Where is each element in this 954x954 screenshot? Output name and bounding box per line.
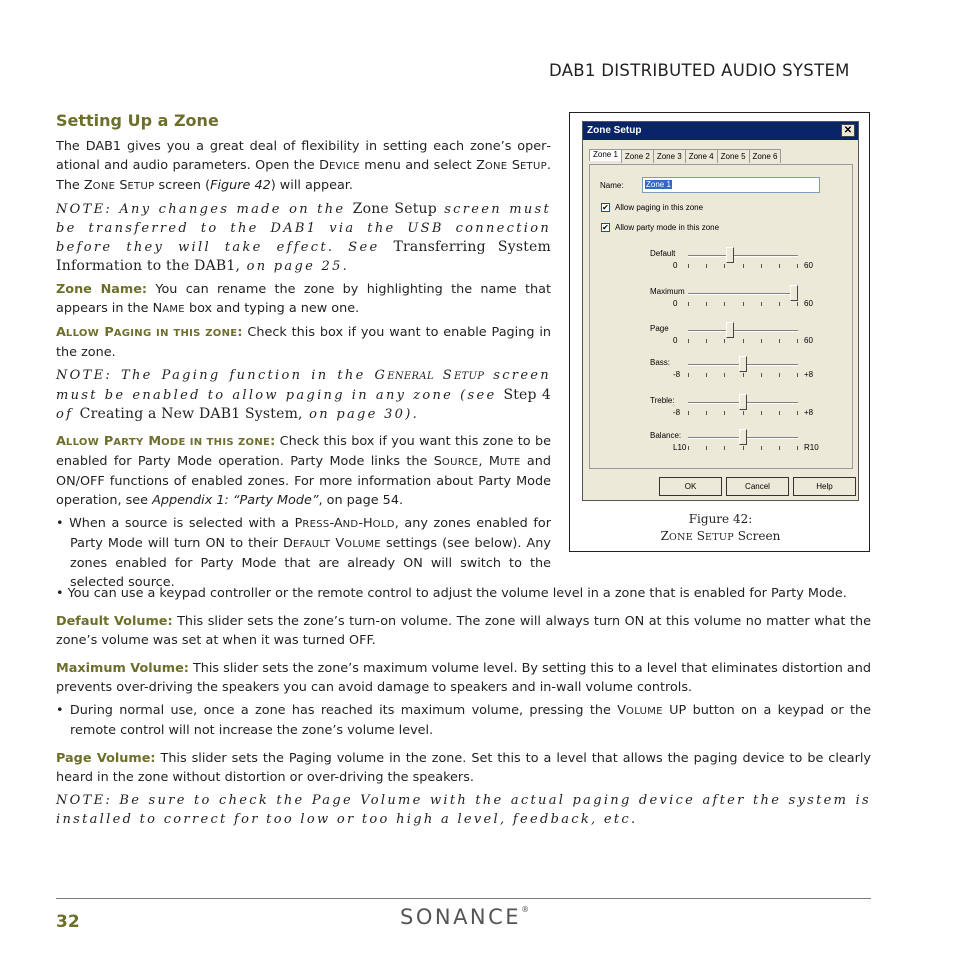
slider-tick bbox=[761, 411, 762, 415]
bass-slider-max: +8 bbox=[804, 370, 814, 379]
slider-tick bbox=[779, 339, 780, 343]
maximum-slider-track bbox=[688, 293, 798, 295]
bass-slider-ticks bbox=[688, 373, 798, 377]
allow-paging-paragraph: ALLOW PAGING IN THIS ZONE: Check this box if you want to enable Paging in the zone. bbox=[56, 325, 551, 360]
party-checkbox-label: Allow party mode in this zone bbox=[615, 223, 720, 232]
default-slider-ticks bbox=[688, 264, 798, 268]
window-titlebar bbox=[583, 122, 858, 140]
tab-zone-4[interactable]: Zone 4 bbox=[685, 149, 718, 163]
slider-tick bbox=[688, 264, 689, 268]
slider-tick bbox=[779, 411, 780, 415]
help-button[interactable]: Help bbox=[793, 477, 856, 496]
bass-slider-label: Bass: bbox=[650, 358, 671, 367]
appendix-reference: Appendix 1: “Party Mode” bbox=[152, 493, 319, 508]
default-slider-thumb[interactable] bbox=[726, 247, 734, 263]
slider-tick bbox=[743, 339, 744, 343]
slider-tick bbox=[706, 411, 707, 415]
maximum-slider-min: 0 bbox=[673, 299, 678, 308]
ok-button[interactable]: OK bbox=[659, 477, 722, 496]
slider-tick bbox=[761, 339, 762, 343]
figure-caption: Figure 42: ZONE SETUP Screen bbox=[660, 512, 781, 543]
slider-tick bbox=[706, 302, 707, 306]
balance-slider-max: R10 bbox=[804, 443, 819, 452]
maximum-slider-thumb[interactable] bbox=[790, 285, 798, 301]
running-header: DAB1 DISTRIBUTED AUDIO SYSTEM bbox=[549, 61, 850, 80]
tab-zone-1[interactable]: Zone 1 bbox=[589, 149, 622, 161]
slider-tick bbox=[779, 446, 780, 450]
default-slider-max: 60 bbox=[804, 261, 813, 270]
page-slider-label: Page bbox=[650, 324, 669, 333]
slider-tick bbox=[706, 373, 707, 377]
slider-tick bbox=[724, 302, 725, 306]
maximum-slider-ticks bbox=[688, 302, 798, 306]
name-label: Name: bbox=[600, 181, 624, 190]
slider-tick bbox=[761, 373, 762, 377]
slider-tick bbox=[743, 373, 744, 377]
bullet-keypad: • You can use a keypad controller or the remote control to adjust the volume level in a zone that is enabled for Party Mode. bbox=[56, 586, 847, 601]
slider-tick bbox=[688, 411, 689, 415]
page-slider-ticks bbox=[688, 339, 798, 343]
slider-tick bbox=[724, 446, 725, 450]
page-volume-paragraph: Page Volume: This slider sets the Paging volume in the zone. Set this to a level that allows the paging device to be clearly heard in the zone without distortion or over-driving the speakers. bbox=[56, 751, 871, 785]
slider-tick bbox=[706, 446, 707, 450]
page-slider-track bbox=[688, 330, 798, 332]
slider-tick bbox=[706, 339, 707, 343]
page-slider-min: 0 bbox=[673, 336, 678, 345]
party-checkbox[interactable]: ✔ bbox=[602, 223, 609, 232]
slider-tick bbox=[688, 446, 689, 450]
term-default-volume: Default Volume: bbox=[56, 614, 173, 629]
tab-zone-3[interactable]: Zone 3 bbox=[653, 149, 686, 163]
section-title: Setting Up a Zone bbox=[56, 111, 219, 130]
default-slider-label: Default bbox=[650, 249, 676, 258]
bullet-press-and-hold: • When a source is selected with a PRESS-AND-HOLD, any zones enabled for Party Mode will turn ON to their DEFAULT VOLUME settings (see below). Any zones enabled for Party Mode that are already ON will switch to the selected source. bbox=[56, 516, 551, 590]
name-value: Zone 1 bbox=[646, 180, 671, 189]
slider-tick bbox=[797, 264, 798, 268]
bass-slider-min: -8 bbox=[673, 370, 681, 379]
term-zone-name: Zone Name: bbox=[56, 282, 148, 297]
left-column bbox=[56, 137, 551, 592]
term-page-volume: Page Volume: bbox=[56, 751, 156, 766]
term-allow-paging: ALLOW PAGING IN THIS ZONE: bbox=[56, 325, 243, 340]
intro-paragraph: The DAB1 gives you a great deal of flexibility in setting each zone’s operational and audio parameters. Open the DEVICE menu and select ZONE SETUP. The ZONE SETUP screen (Figure 42) will appear. bbox=[56, 139, 551, 193]
figure-zone-setup bbox=[569, 112, 870, 552]
slider-tick bbox=[688, 302, 689, 306]
footer-rule bbox=[56, 898, 871, 899]
balance-slider-ticks bbox=[688, 446, 798, 450]
tab-zone-2[interactable]: Zone 2 bbox=[621, 149, 654, 163]
slider-tick bbox=[724, 411, 725, 415]
balance-slider-label: Balance: bbox=[650, 431, 682, 440]
slider-tick bbox=[706, 264, 707, 268]
slider-tick bbox=[743, 302, 744, 306]
page-slider-max: 60 bbox=[804, 336, 813, 345]
zone-panel bbox=[589, 164, 853, 469]
slider-tick bbox=[797, 446, 798, 450]
note-paging: NOTE: The Paging function in the GENERAL SETUP screen must be enabled to allow paging in any zone (see Step 4 of Creating a New DAB1 System, on page 30). bbox=[56, 368, 551, 422]
tab-zone-5[interactable]: Zone 5 bbox=[717, 149, 750, 163]
note-page-volume: NOTE: Be sure to check the Page Volume with the actual paging device after the system is installed to correct for too low or too high a level, feedback, etc. bbox=[56, 793, 871, 827]
close-icon[interactable]: ✕ bbox=[841, 124, 855, 137]
treble-slider-label: Treble: bbox=[650, 396, 675, 405]
bullet-max-volume: • During normal use, once a zone has reached its maximum volume, pressing the VOLUME UP button on a keypad or the remote control will not increase the zone’s volume level. bbox=[56, 703, 871, 738]
zone-tabs bbox=[589, 149, 780, 164]
maximum-slider-label: Maximum bbox=[650, 287, 685, 296]
slider-tick bbox=[743, 264, 744, 268]
tab-zone-6[interactable]: Zone 6 bbox=[749, 149, 782, 163]
default-slider-min: 0 bbox=[673, 261, 678, 270]
zone-name-paragraph: Zone Name: You can rename the zone by highlighting the name that appears in the NAME box and typing a new one. bbox=[56, 282, 551, 316]
treble-slider-min: -8 bbox=[673, 408, 681, 417]
name-input[interactable] bbox=[642, 177, 820, 193]
slider-tick bbox=[779, 302, 780, 306]
page-number: 32 bbox=[56, 912, 80, 932]
paging-checkbox[interactable]: ✔ bbox=[602, 203, 609, 212]
slider-tick bbox=[688, 339, 689, 343]
slider-tick bbox=[797, 373, 798, 377]
slider-tick bbox=[761, 264, 762, 268]
zone-setup-window bbox=[582, 121, 859, 501]
figure-reference: Figure 42 bbox=[210, 178, 271, 193]
default-volume-paragraph: Default Volume: This slider sets the zone’s turn-on volume. The zone will always turn ON at this volume no matter what the zone’s volume was set at when it was turned OFF. bbox=[56, 614, 871, 648]
window-title: Zone Setup bbox=[587, 125, 642, 136]
maximum-slider-max: 60 bbox=[804, 299, 813, 308]
slider-tick bbox=[743, 411, 744, 415]
treble-slider-ticks bbox=[688, 411, 798, 415]
slider-tick bbox=[688, 373, 689, 377]
balance-slider-thumb[interactable] bbox=[739, 429, 747, 445]
term-maximum-volume: Maximum Volume: bbox=[56, 661, 189, 676]
slider-tick bbox=[761, 446, 762, 450]
default-slider-track bbox=[688, 255, 798, 257]
treble-slider-thumb[interactable] bbox=[739, 394, 747, 410]
slider-tick bbox=[779, 264, 780, 268]
paging-checkbox-label: Allow paging in this zone bbox=[615, 203, 704, 212]
cancel-button[interactable]: Cancel bbox=[726, 477, 789, 496]
slider-tick bbox=[724, 373, 725, 377]
slider-tick bbox=[797, 411, 798, 415]
bass-slider-thumb[interactable] bbox=[739, 356, 747, 372]
slider-tick bbox=[724, 264, 725, 268]
slider-tick bbox=[743, 446, 744, 450]
brand-logo: SONANCE® bbox=[400, 905, 530, 929]
full-width-text bbox=[56, 584, 871, 829]
note-transfer: NOTE: Any changes made on the Zone Setup screen must be transferred to the DAB1 via the USB connection before they will take effect. See Transferring System Information to the DAB1, on page 25. bbox=[56, 201, 552, 274]
slider-tick bbox=[724, 339, 725, 343]
slider-tick bbox=[779, 373, 780, 377]
slider-tick bbox=[761, 302, 762, 306]
allow-party-paragraph: ALLOW PARTY MODE IN THIS ZONE: Check this box if you want this zone to be enabled for Party Mode operation. Party Mode links the SOURCE, MUTE and ON/OFF functions of enabled zones. For more information about Party Mode operation, see Appendix 1: “Party Mode”, on page 54. bbox=[56, 434, 552, 508]
maximum-volume-paragraph: Maximum Volume: This slider sets the zone’s maximum volume level. By setting this to a level that eliminates distortion and prevents over-driving the speakers you can avoid damage to speakers and in-wall volume controls. bbox=[56, 661, 871, 695]
term-allow-party: ALLOW PARTY MODE IN THIS ZONE: bbox=[56, 434, 276, 449]
slider-tick bbox=[797, 302, 798, 306]
slider-tick bbox=[797, 339, 798, 343]
page-slider-thumb[interactable] bbox=[726, 322, 734, 338]
balance-slider-min: L10 bbox=[673, 443, 687, 452]
treble-slider-max: +8 bbox=[804, 408, 814, 417]
